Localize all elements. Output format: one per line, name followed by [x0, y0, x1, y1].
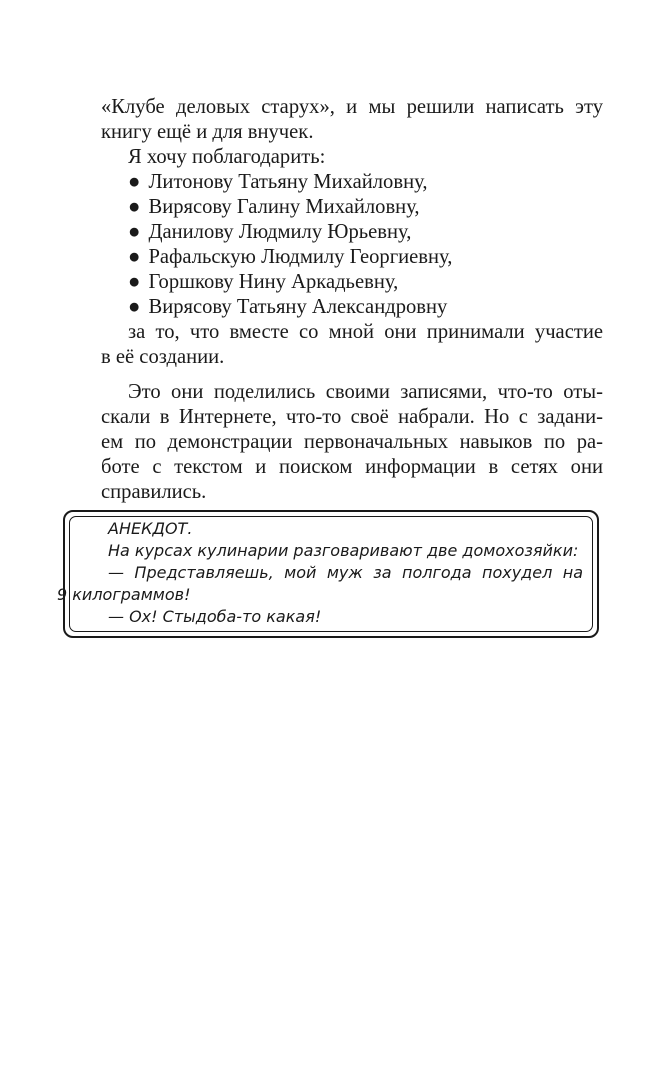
list-item: ● Данилову Людмилу Юрьевну, [128, 221, 412, 243]
text-line: справились. [101, 481, 207, 503]
text-line: ем по демонстрации первоначальных навыков по ра- [101, 431, 603, 453]
anekdot-line: — Представляешь, мой муж за полгода похудел на [108, 563, 583, 582]
bullet-icon: ● [128, 221, 141, 243]
text-line: скали в Интернете, что-то своё набрали. Но с задани- [101, 406, 603, 428]
bullet-icon: ● [128, 196, 141, 218]
text-line: книгу ещё и для внучек. [101, 121, 314, 143]
list-item: ● Вирясову Татьяну Александровну [128, 296, 448, 318]
text-line: боте с текстом и поиском информации в сетях они [101, 456, 603, 478]
thanks-intro: Я хочу поблагодарить: [128, 146, 326, 168]
list-item: ● Рафальскую Людмилу Георгиевну, [128, 246, 453, 268]
anekdot-title: АНЕКДОТ. [108, 519, 193, 538]
anekdot-text [57, 518, 583, 628]
bullet-icon: ● [128, 246, 141, 268]
bullet-icon: ● [128, 271, 141, 293]
main-text [101, 95, 603, 505]
names-list [101, 170, 603, 320]
anekdot-line: — Ох! Стыдоба-то какая! [108, 607, 322, 626]
text-line: в её создании. [101, 346, 225, 368]
list-item: ● Горшкову Нину Аркадьевну, [128, 271, 399, 293]
anekdot-line: На курсах кулинарии разговаривают две домохозяйки: [108, 541, 579, 560]
text-line: «Клубе деловых старух», и мы решили написать эту [101, 96, 603, 118]
text-line: за то, что вместе со мной они принимали участие [128, 321, 603, 343]
bullet-icon: ● [128, 296, 141, 318]
list-item: ● Литонову Татьяну Михайловну, [128, 171, 428, 193]
list-item: ● Вирясову Галину Михайловну, [128, 196, 420, 218]
text-line: Это они поделились своими записями, что-то оты- [128, 381, 603, 403]
anekdot-line: 9 килограммов! [57, 585, 191, 604]
bullet-icon: ● [128, 171, 141, 193]
